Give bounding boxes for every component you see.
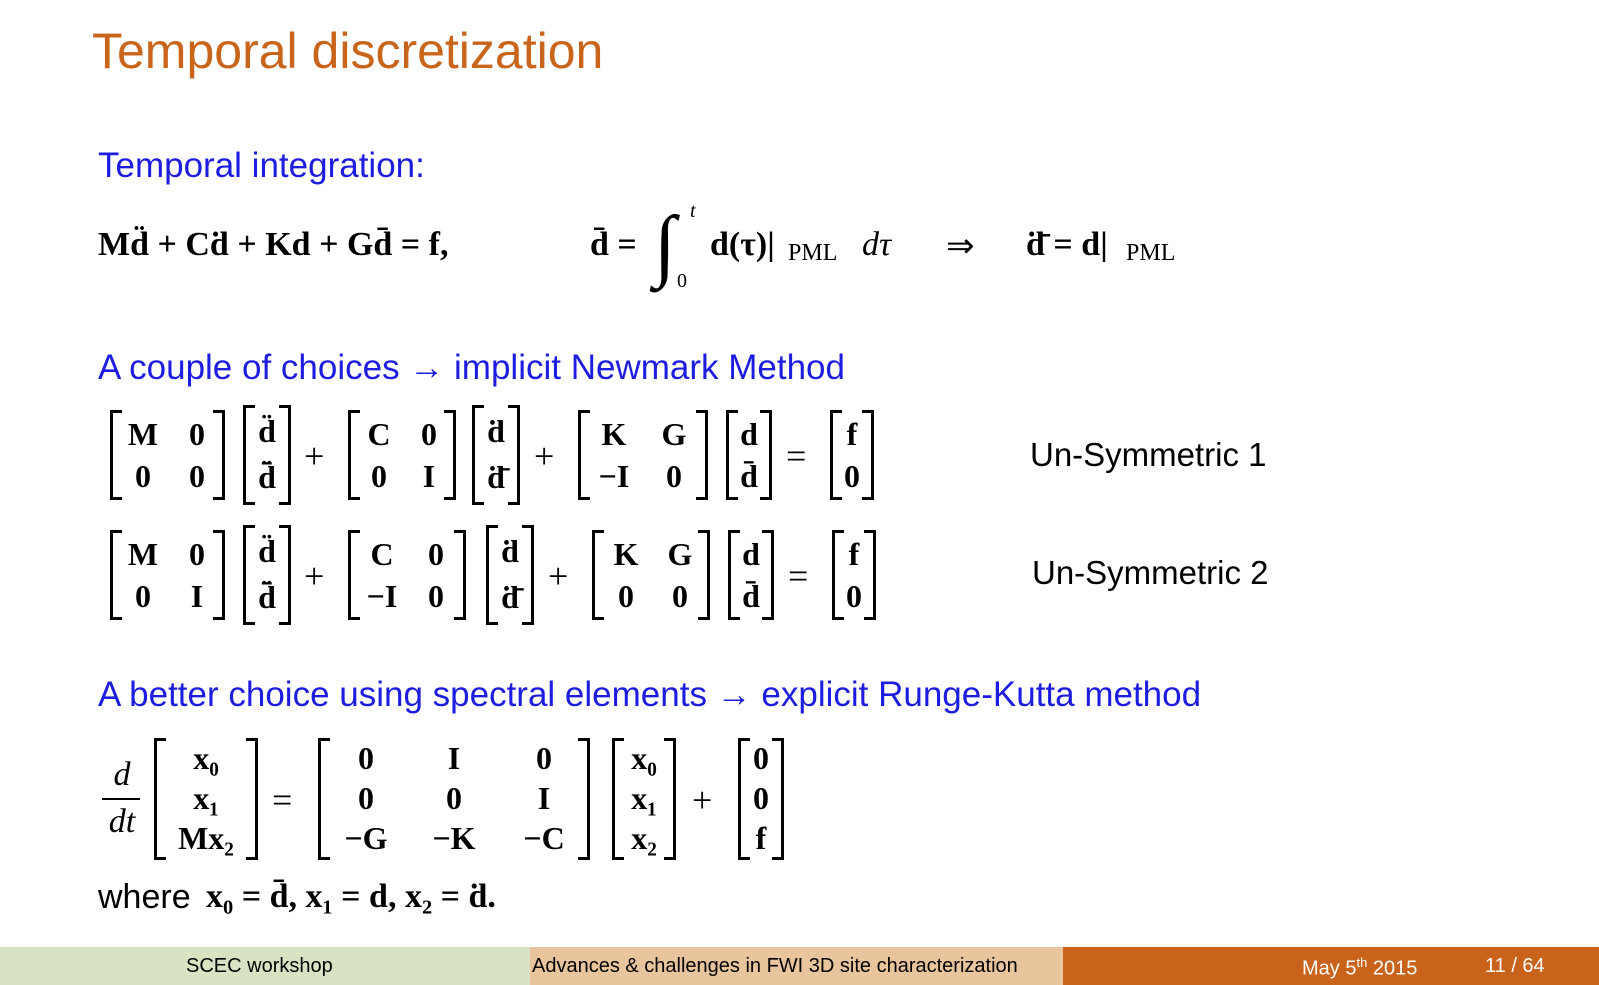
integral-lower-limit: 0 — [677, 270, 687, 292]
integrand: d(τ)| — [710, 226, 775, 263]
matrix-cell: −G — [344, 820, 388, 856]
matrix-damping — [348, 530, 466, 620]
footer-middle-section — [530, 947, 1063, 985]
matrix-cell: 0 — [428, 578, 444, 614]
vector-cell: 0 — [844, 458, 860, 494]
vector-cell: 0 — [753, 740, 769, 776]
footer-bar — [0, 947, 1599, 985]
matrix-cell: 0 — [672, 578, 688, 614]
vector-cell: ḋ̄ — [501, 579, 519, 615]
pml-subscript-2: PML — [1126, 240, 1176, 266]
matrix-cell: G — [661, 416, 687, 452]
label-unsymmetric-2: Un-Symmetric 2 — [1032, 554, 1269, 591]
fraction-numerator: d — [113, 756, 131, 793]
where-label: where — [98, 878, 191, 916]
vector-cell: d — [742, 536, 760, 572]
matrix-cell: I — [422, 458, 436, 494]
vector-cell: f — [846, 416, 858, 452]
matrix-cell: K — [613, 536, 639, 572]
plus-operator: + — [304, 556, 325, 596]
vector-forcing — [738, 738, 784, 860]
matrix-system — [318, 738, 590, 860]
vector-cell: d̈̄ — [258, 579, 276, 615]
matrix-cell: 0 — [371, 458, 387, 494]
integral-lhs: d̄ = — [590, 226, 637, 263]
plus-operator: + — [304, 436, 325, 476]
matrix-cell: 0 — [536, 740, 552, 776]
plus-operator: + — [692, 780, 713, 820]
vector-rhs — [832, 530, 876, 620]
footer-date — [1302, 955, 1417, 981]
section-runge-kutta: A better choice using spectral elements → explicit Runge-Kutta method — [98, 675, 1202, 714]
vector-cell: Mx₂ — [178, 820, 234, 856]
section-temporal-integration: Temporal integration: — [98, 146, 425, 185]
integral-dtau: dτ — [862, 226, 892, 263]
vector-cell: x₁ — [193, 780, 219, 816]
matrix-cell: −I — [598, 458, 630, 494]
vector-cell: x₂ — [631, 820, 657, 856]
vector-lhs-state — [154, 738, 258, 860]
equals-operator: = — [272, 780, 293, 820]
footer-right-section — [1063, 947, 1599, 985]
pml-subscript: PML — [788, 240, 838, 266]
equals-operator: = — [786, 436, 807, 476]
vector-cell: d̈ — [258, 533, 276, 569]
vector-cell: d̄ — [742, 578, 760, 614]
matrix-cell: I — [537, 780, 551, 816]
matrix-stiffness — [592, 530, 710, 620]
footer-date-day: May 5 — [1302, 957, 1357, 980]
plus-operator: + — [534, 436, 555, 476]
footer-date-suffix: th — [1356, 955, 1368, 970]
footer-left-section — [0, 947, 530, 985]
matrix-cell: −I — [366, 578, 398, 614]
where-definitions: x₀ = d̄, x₁ = d, x₂ = ḋ. — [206, 878, 496, 915]
matrix-cell: I — [190, 578, 204, 614]
matrix-cell: 0 — [358, 740, 374, 776]
matrix-cell: M — [127, 536, 159, 572]
vector-cell: x₀ — [193, 740, 219, 776]
matrix-cell: M — [127, 416, 159, 452]
matrix-cell: 0 — [189, 416, 205, 452]
matrix-cell: 0 — [421, 416, 437, 452]
footer-talk-title: Advances & challenges in FWI 3D site characterization — [532, 955, 1018, 977]
matrix-cell: K — [601, 416, 627, 452]
matrix-cell: 0 — [135, 578, 151, 614]
vector-cell: d̈̄ — [258, 459, 276, 495]
vector-cell: x₀ — [631, 740, 657, 776]
matrix-cell: 0 — [189, 458, 205, 494]
matrix-cell: 0 — [135, 458, 151, 494]
fraction-bar — [102, 798, 140, 800]
vector-cell: ḋ — [487, 413, 505, 449]
matrix-cell: 0 — [358, 780, 374, 816]
matrix-mass — [110, 530, 225, 620]
vector-cell: d̈ — [258, 413, 276, 449]
vector-cell: 0 — [753, 780, 769, 816]
vector-velocity — [486, 525, 534, 625]
vector-rhs — [830, 410, 874, 500]
fraction-denominator: dt — [108, 803, 136, 840]
slide-title: Temporal discretization — [92, 23, 604, 79]
matrix-damping — [348, 410, 456, 500]
matrix-cell: G — [667, 536, 693, 572]
vector-cell: f — [755, 820, 767, 856]
vector-cell: ḋ — [501, 533, 519, 569]
matrix-cell: 0 — [666, 458, 682, 494]
matrix-cell: 0 — [189, 536, 205, 572]
matrix-stiffness — [578, 410, 708, 500]
matrix-cell: 0 — [618, 578, 634, 614]
implies-arrow: ⇒ — [946, 228, 975, 265]
vector-acceleration — [243, 405, 291, 505]
integral-upper-limit: t — [690, 200, 696, 222]
equation-of-motion: Md̈ + Cḋ + Kd + Gd̄ = f, — [98, 226, 449, 263]
plus-operator: + — [548, 556, 569, 596]
vector-cell: d — [740, 416, 758, 452]
vector-acceleration — [243, 525, 291, 625]
vector-cell: d̄ — [740, 458, 758, 494]
matrix-cell: 0 — [446, 780, 462, 816]
matrix-cell: 0 — [428, 536, 444, 572]
vector-cell: f — [848, 536, 860, 572]
matrix-cell: −K — [432, 820, 476, 856]
integral-sign: ∫ — [654, 201, 676, 289]
footer-page-number: 11 / 64 — [1485, 955, 1545, 977]
vector-cell: 0 — [846, 578, 862, 614]
section-newmark: A couple of choices → implicit Newmark Method — [98, 348, 845, 387]
equals-operator: = — [788, 556, 809, 596]
matrix-cell: I — [447, 740, 461, 776]
label-unsymmetric-1: Un-Symmetric 1 — [1030, 436, 1267, 473]
matrix-cell: C — [367, 416, 391, 452]
vector-cell: ḋ̄ — [487, 459, 505, 495]
vector-displacement — [726, 410, 772, 500]
auxiliary-derivative: ḋ̄ = d| — [1026, 226, 1108, 263]
vector-state — [612, 738, 676, 860]
matrix-cell: −C — [523, 820, 565, 856]
vector-displacement — [728, 530, 774, 620]
vector-velocity — [472, 405, 520, 505]
matrix-cell: C — [370, 536, 394, 572]
matrix-mass — [110, 410, 225, 500]
footer-workshop: SCEC workshop — [186, 955, 333, 977]
vector-cell: x₁ — [631, 780, 657, 816]
footer-date-year: 2015 — [1372, 957, 1418, 980]
